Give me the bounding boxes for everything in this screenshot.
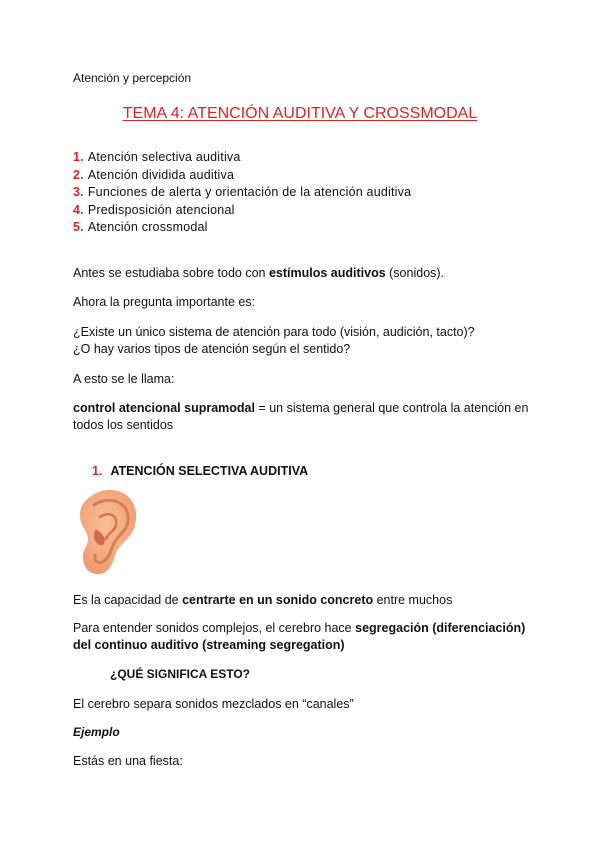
toc-label: Atención crossmodal bbox=[87, 220, 208, 234]
segregation-bold: segregación (diferenciación) del continuo auditivo (streaming segregation) bbox=[73, 621, 526, 652]
segregation-paragraph bbox=[73, 620, 533, 654]
sub-heading: ¿QUÉ SIGNIFICA ESTO? bbox=[110, 667, 251, 681]
section-number: 1. bbox=[92, 464, 103, 478]
intro-text-end: (sonidos). bbox=[385, 266, 445, 280]
question-lead: Ahora la pregunta importante es: bbox=[73, 295, 256, 309]
toc-label: Atención dividida auditiva bbox=[87, 167, 235, 182]
ear-icon bbox=[74, 487, 140, 575]
table-of-contents bbox=[73, 149, 411, 237]
toc-number: 1. bbox=[73, 150, 84, 164]
question-line-2: ¿O hay varios tipos de atención según el sentido? bbox=[73, 342, 351, 356]
toc-number: 3. bbox=[73, 185, 84, 199]
toc-number: 5. bbox=[73, 220, 84, 234]
question-line-1: ¿Existe un único sistema de atención para todo (visión, audición, tacto)? bbox=[73, 325, 475, 339]
toc-item bbox=[73, 167, 411, 185]
name-lead: A esto se le llama: bbox=[73, 372, 175, 386]
capacity-bold: centrarte en un sonido concreto bbox=[182, 593, 374, 607]
toc-item bbox=[73, 149, 411, 167]
segregation-text: Para entender sonidos complejos, el cerebro hace bbox=[73, 621, 356, 635]
toc-number: 2. bbox=[73, 167, 84, 182]
toc-label: Atención selectiva auditiva bbox=[87, 150, 241, 164]
intro-bold-text: estímulos auditivos bbox=[268, 266, 386, 280]
toc-item bbox=[73, 202, 411, 220]
capacity-paragraph bbox=[73, 592, 543, 609]
section-heading bbox=[92, 464, 308, 478]
definition-text: = un sistema general que controla la atención en todos los sentidos bbox=[73, 401, 529, 432]
example-paragraph: Estás en una fiesta: bbox=[73, 754, 183, 768]
document-header: Atención y percepción bbox=[73, 71, 192, 85]
capacity-text: Es la capacidad de bbox=[73, 593, 183, 607]
channels-paragraph: El cerebro separa sonidos mezclados en “canales” bbox=[73, 697, 354, 711]
toc-number: 4. bbox=[73, 202, 84, 217]
question-paragraph bbox=[73, 324, 543, 358]
definition-term: control atencional supramodal bbox=[73, 401, 255, 415]
intro-text: Antes se estudiaba sobre todo con bbox=[73, 266, 269, 280]
toc-item bbox=[73, 184, 411, 202]
page-title: TEMA 4: ATENCIÓN AUDITIVA Y CROSSMODAL bbox=[122, 105, 478, 122]
capacity-text-end: entre muchos bbox=[373, 593, 453, 607]
example-label: Ejemplo bbox=[73, 725, 120, 739]
section-title: ATENCIÓN SELECTIVA AUDITIVA bbox=[110, 464, 309, 478]
toc-item bbox=[73, 219, 411, 237]
definition-paragraph bbox=[73, 400, 543, 434]
intro-paragraph bbox=[73, 265, 543, 282]
toc-label: Funciones de alerta y orientación de la atención auditiva bbox=[87, 185, 412, 199]
toc-label: Predisposición atencional bbox=[87, 202, 235, 217]
